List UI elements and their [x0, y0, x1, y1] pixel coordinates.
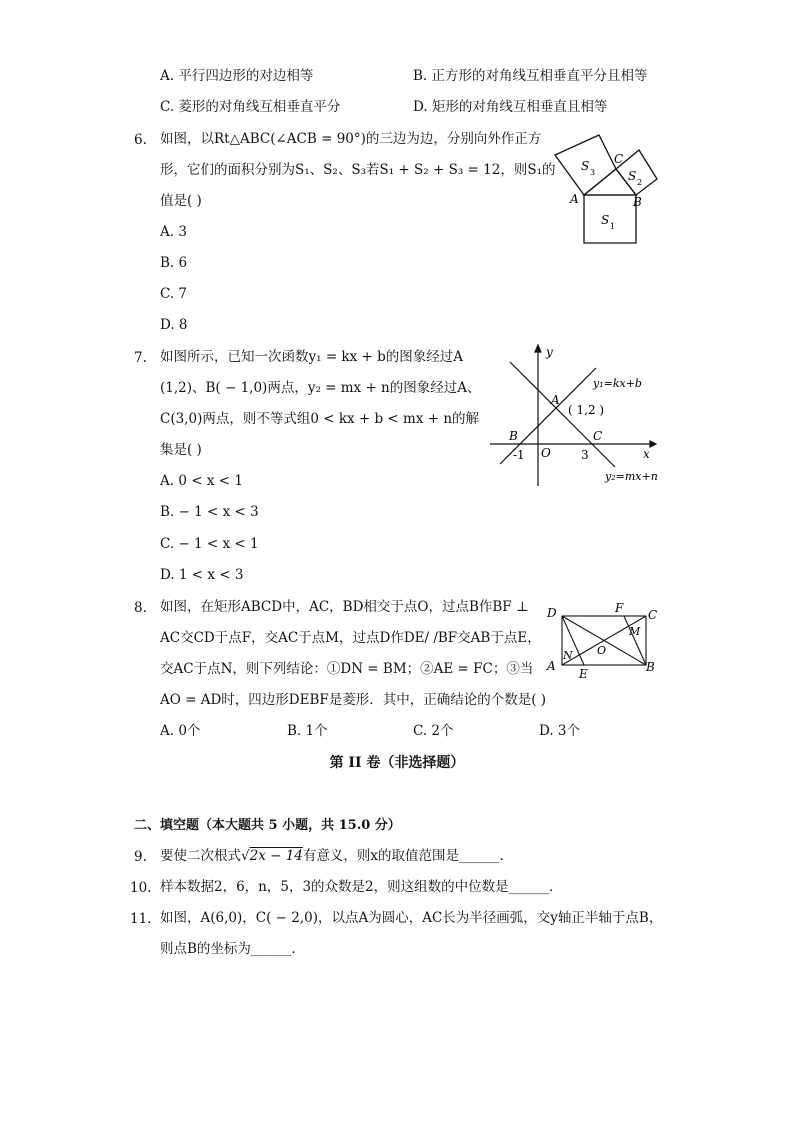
q8-segment-bf [624, 616, 646, 665]
q6-option-b: B. 6 [160, 255, 188, 271]
q8-option-d: D. 3个 [539, 723, 581, 739]
q8-label-m: M [629, 625, 641, 638]
q8-option-a: A. 0个 [160, 723, 201, 739]
q7-option-a: A. 0 < x < 1 [160, 473, 243, 489]
q7-figure [488, 340, 668, 490]
q10-line: 样本数据2，6，n，5，3的众数是2，则这组数的中位数是______． [160, 879, 563, 895]
q6-option-c: C. 7 [160, 286, 188, 302]
q5-option-c: C. 菱形的对角线互相垂直平分 [160, 99, 341, 115]
q5-option-a: A. 平行四边形的对边相等 [160, 68, 314, 84]
q7-line3: C(3,0)两点，则不等式组0 < kx + b < mx + n的解 [160, 411, 480, 427]
q8-option-b: B. 1个 [287, 723, 328, 739]
q7-label-x: x [643, 447, 650, 461]
q7-option-c: C. − 1 < x < 1 [160, 536, 259, 552]
q7-label-y: y [546, 345, 553, 359]
q7-label-neg1: -1 [513, 448, 525, 462]
q6-label-s2: S [628, 169, 637, 183]
q11-line2: 则点B的坐标为______． [160, 941, 305, 957]
q6-line3: 值是( ) [160, 193, 202, 209]
q10-number: 10. [130, 880, 152, 896]
q8-line2: AC交CD于点F，交AC于点M，过点D作DE/ /BF交AB于点E， [160, 630, 541, 646]
q7-label-y1: y₁=kx+b [593, 377, 642, 390]
q8-line4: AO = AD时，四边形DEBF是菱形．其中，正确结论的个数是( ) [160, 692, 547, 708]
q6-label-s3: S [581, 159, 590, 173]
q8-label-d: D [547, 606, 557, 620]
q7-label-y2: y₂=mx+n [605, 470, 658, 483]
q8-figure [542, 600, 662, 685]
q11-number: 11. [130, 911, 152, 927]
q7-label-c: C [593, 429, 603, 443]
q8-line1: 如图，在矩形ABCD中，AC，BD相交于点O，过点B作BF ⊥ [160, 599, 529, 615]
q7-option-b: B. − 1 < x < 3 [160, 504, 259, 520]
q7-line1: 如图所示，已知一次函数y₁ = kx + b的图象经过A [160, 349, 464, 365]
q9-number: 9. [134, 849, 147, 865]
q6-label-s1: S [601, 213, 610, 227]
q8-label-c: C [648, 608, 658, 622]
q6-figure [550, 130, 670, 250]
q7-label-b: B [509, 429, 518, 443]
q6-option-a: A. 3 [160, 224, 187, 240]
q6-label-s3-sub: 3 [590, 168, 596, 177]
q7-number: 7. [134, 350, 147, 366]
q6-option-d: D. 8 [160, 317, 188, 333]
q8-label-o: O [597, 644, 607, 657]
q6-number: 6. [134, 132, 147, 148]
q8-option-c: C. 2个 [413, 723, 454, 739]
q8-number: 8. [134, 600, 147, 616]
q6-label-s1-sub: 1 [610, 222, 616, 231]
q6-label-b: B [633, 195, 642, 209]
part2-title: 第 II 卷（非选择题） [329, 755, 465, 771]
q8-label-f: F [615, 601, 624, 615]
q9-radicand: 2x − 14 [249, 848, 303, 864]
q7-label-a-point: ( 1,2 ) [568, 403, 605, 417]
q8-label-b: B [646, 660, 655, 674]
q7-line2: (1,2)、B( − 1,0)两点，y₂ = mx + n的图象经过A、 [160, 380, 481, 396]
q6-label-c: C [614, 152, 624, 166]
q8-label-e: E [579, 667, 588, 681]
q6-line2: 形，它们的面积分别为S₁、S₂、S₃若S₁ + S₂ + S₃ = 12，则S₁的 [160, 162, 556, 178]
q6-label-s2-sub: 2 [637, 178, 643, 187]
q5-option-b: B. 正方形的对角线互相垂直平分且相等 [413, 68, 648, 84]
q9-radical-sign: √ [241, 848, 250, 864]
q8-label-a: A [547, 659, 556, 673]
q8-line3: 交AC于点N，则下列结论：①DN = BM；②AE = FC；③当 [160, 661, 534, 677]
q7-line4: 集是( ) [160, 442, 202, 458]
q8-label-n: N [563, 649, 573, 662]
q7-label-o: O [541, 446, 551, 460]
q7-label-a: A [551, 393, 560, 407]
q7-y-arrow [535, 345, 541, 352]
section2-heading: 二、填空题（本大题共 5 小题，共 15.0 分） [134, 818, 401, 833]
q6-line1: 如图，以Rt△ABC(∠ACB = 90°)的三边为边，分别向外作正方 [160, 131, 542, 147]
q7-x-arrow [650, 441, 656, 447]
q9-line [160, 847, 513, 865]
q7-option-d: D. 1 < x < 3 [160, 567, 244, 583]
q6-square-s1 [584, 195, 636, 243]
q9-text-b: 有意义，则x的取值范围是______． [302, 848, 514, 864]
q5-option-d: D. 矩形的对角线互相垂直且相等 [413, 99, 608, 115]
q6-label-a: A [570, 192, 579, 206]
q9-text-a: 要使二次根式 [160, 848, 241, 864]
q11-line1: 如图，A(6,0)，C( − 2,0)，以点A为圆心，AC长为半径画弧，交y轴正半轴于点B， [160, 910, 663, 926]
q7-label-3: 3 [581, 448, 589, 462]
